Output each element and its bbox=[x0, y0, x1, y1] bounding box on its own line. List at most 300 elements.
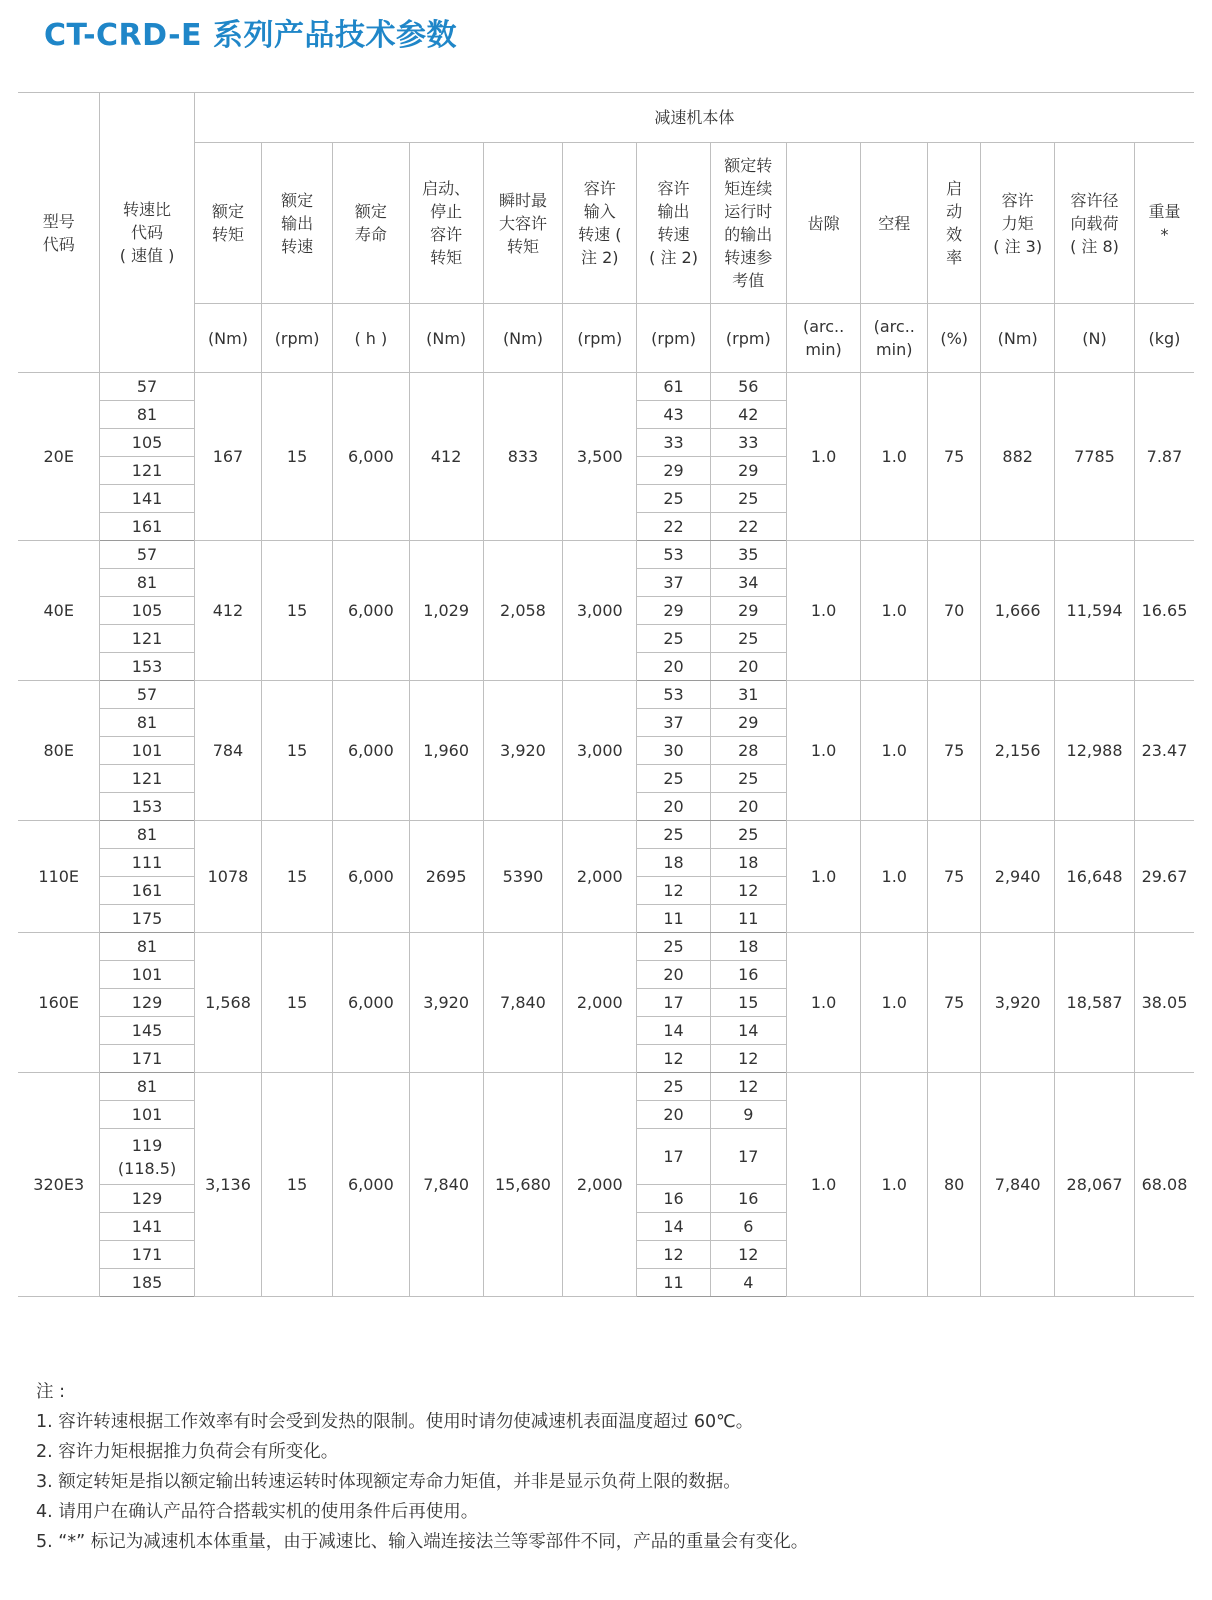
cell-rated-continuous-output: 18 bbox=[710, 933, 786, 961]
header-line: 转速比 bbox=[123, 200, 172, 219]
cell-model: 110E bbox=[18, 821, 100, 933]
header-allowable-input-speed bbox=[563, 143, 637, 304]
cell-ratio-sub: (118.5) bbox=[117, 1158, 177, 1178]
cell-lost-motion: 1.0 bbox=[861, 821, 928, 933]
cell-allowable-output-speed: 37 bbox=[637, 569, 711, 597]
cell-backlash: 1.0 bbox=[786, 1073, 861, 1297]
cell-rated-continuous-output: 28 bbox=[710, 737, 786, 765]
unit-weight bbox=[1134, 304, 1194, 373]
cell-rated-life: 6,000 bbox=[332, 933, 409, 1073]
cell-ratio bbox=[100, 1017, 194, 1045]
table-row bbox=[18, 821, 1194, 849]
cell-lost-motion: 1.0 bbox=[861, 373, 928, 541]
spec-table bbox=[18, 92, 1194, 1297]
cell-allowable-input-speed: 2,000 bbox=[563, 821, 637, 933]
cell-ratio-value: 81 bbox=[136, 573, 158, 592]
cell-lost-motion: 1.0 bbox=[861, 1073, 928, 1297]
header-line: 代码 bbox=[131, 223, 164, 242]
cell-allowable-output-speed: 53 bbox=[637, 541, 711, 569]
cell-ratio-value: 171 bbox=[131, 1049, 163, 1068]
cell-ratio bbox=[100, 961, 194, 989]
cell-ratio bbox=[100, 1101, 194, 1129]
header-line: ( 速值 ) bbox=[119, 246, 175, 265]
cell-rated-continuous-output: 18 bbox=[710, 849, 786, 877]
header-line: 停止 bbox=[430, 202, 463, 221]
header-start-efficiency bbox=[928, 143, 981, 304]
cell-weight: 38.05 bbox=[1134, 933, 1194, 1073]
table-header bbox=[18, 93, 1194, 373]
cell-ratio bbox=[100, 485, 194, 513]
header-rated-torque bbox=[194, 143, 262, 304]
table-row bbox=[18, 933, 1194, 961]
header-line: 额定转 bbox=[724, 156, 773, 175]
cell-rated-continuous-output: 16 bbox=[710, 1185, 786, 1213]
header-line: (%) bbox=[940, 328, 969, 348]
cell-ratio bbox=[100, 709, 194, 737]
cell-allowable-input-speed: 3,000 bbox=[563, 681, 637, 821]
notes-heading: 注 : bbox=[36, 1382, 65, 1402]
cell-ratio bbox=[100, 513, 194, 541]
cell-allowable-input-speed: 3,000 bbox=[563, 541, 637, 681]
unit-backlash bbox=[786, 304, 861, 373]
cell-allowable-radial-load: 16,648 bbox=[1055, 821, 1135, 933]
unit-allowable-moment bbox=[981, 304, 1055, 373]
cell-rated-life: 6,000 bbox=[332, 541, 409, 681]
cell-start-stop-torque: 1,960 bbox=[409, 681, 483, 821]
header-line: 重量 bbox=[1148, 202, 1181, 221]
cell-allowable-output-speed: 17 bbox=[637, 1129, 711, 1185]
cell-ratio bbox=[100, 737, 194, 765]
note-item: 4. 请用户在确认产品符合搭载实机的使用条件后再使用。 bbox=[36, 1502, 479, 1522]
cell-ratio-value: 57 bbox=[136, 685, 158, 704]
header-start-stop-torque bbox=[409, 143, 483, 304]
cell-rated-continuous-output: 22 bbox=[710, 513, 786, 541]
cell-start-efficiency: 75 bbox=[928, 373, 981, 541]
header-line: 额定 bbox=[281, 190, 314, 210]
cell-allowable-output-speed: 16 bbox=[637, 1185, 711, 1213]
cell-allowable-output-speed: 20 bbox=[637, 1101, 711, 1129]
header-line: 启 bbox=[946, 179, 963, 198]
header-line: (arc.. bbox=[802, 317, 845, 336]
cell-backlash: 1.0 bbox=[786, 681, 861, 821]
cell-backlash: 1.0 bbox=[786, 933, 861, 1073]
unit-start-stop-torque bbox=[409, 304, 483, 373]
header-line: 容许径 bbox=[1070, 190, 1119, 210]
cell-ratio-value: 153 bbox=[131, 657, 163, 676]
header-allowable-moment bbox=[981, 143, 1055, 304]
cell-allowable-radial-load: 11,594 bbox=[1055, 541, 1135, 681]
unit-allowable-input-speed bbox=[563, 304, 637, 373]
cell-ratio bbox=[100, 1213, 194, 1241]
cell-start-stop-torque: 2695 bbox=[409, 821, 483, 933]
header-line: 输出 bbox=[281, 213, 314, 233]
header-line: 大容许 bbox=[498, 213, 547, 233]
cell-rated-continuous-output: 20 bbox=[710, 653, 786, 681]
notes bbox=[36, 1377, 808, 1557]
cell-allowable-output-speed: 25 bbox=[637, 933, 711, 961]
cell-momentary-max-torque: 5390 bbox=[483, 821, 563, 933]
cell-ratio bbox=[100, 877, 194, 905]
cell-start-efficiency: 75 bbox=[928, 933, 981, 1073]
cell-backlash: 1.0 bbox=[786, 373, 861, 541]
cell-ratio-value: 121 bbox=[131, 629, 163, 648]
cell-rated-continuous-output: 25 bbox=[710, 821, 786, 849]
cell-rated-continuous-output: 33 bbox=[710, 429, 786, 457]
unit-allowable-output-speed bbox=[637, 304, 711, 373]
cell-allowable-output-speed: 17 bbox=[637, 989, 711, 1017]
cell-rated-output-speed: 15 bbox=[262, 933, 333, 1073]
cell-allowable-radial-load: 18,587 bbox=[1055, 933, 1135, 1073]
header-line: 额定 bbox=[354, 202, 387, 221]
header-rated-life bbox=[332, 143, 409, 304]
header-line: (Nm) bbox=[207, 328, 248, 348]
cell-ratio bbox=[100, 1073, 194, 1101]
cell-rated-life: 6,000 bbox=[332, 821, 409, 933]
cell-allowable-output-speed: 43 bbox=[637, 401, 711, 429]
cell-allowable-output-speed: 25 bbox=[637, 485, 711, 513]
header-line: 转速 bbox=[281, 236, 314, 256]
note-item: 1. 容许转速根据工作效率有时会受到发热的限制。使用时请勿使减速机表面温度超过 60℃。 bbox=[36, 1412, 754, 1432]
header-momentary-max-torque bbox=[483, 143, 563, 304]
cell-ratio bbox=[100, 541, 194, 569]
cell-momentary-max-torque: 7,840 bbox=[483, 933, 563, 1073]
cell-backlash: 1.0 bbox=[786, 541, 861, 681]
header-line: min) bbox=[805, 340, 842, 359]
cell-weight: 68.08 bbox=[1134, 1073, 1194, 1297]
cell-allowable-output-speed: 14 bbox=[637, 1017, 711, 1045]
cell-rated-continuous-output: 25 bbox=[710, 625, 786, 653]
header-line: 瞬时最 bbox=[498, 190, 547, 210]
cell-rated-continuous-output: 31 bbox=[710, 681, 786, 709]
cell-start-stop-torque: 412 bbox=[409, 373, 483, 541]
header-line: 转速参 bbox=[724, 248, 773, 267]
cell-ratio-value: 57 bbox=[136, 377, 158, 396]
cell-ratio bbox=[100, 681, 194, 709]
note-item: 5. “*” 标记为减速机本体重量，由于减速比、输入端连接法兰等零部件不同，产品的重量会有变化。 bbox=[36, 1532, 809, 1552]
table-row bbox=[18, 373, 1194, 401]
cell-ratio bbox=[100, 457, 194, 485]
cell-rated-output-speed: 15 bbox=[262, 681, 333, 821]
cell-ratio-value: 105 bbox=[131, 601, 163, 620]
header-ratio bbox=[100, 93, 194, 373]
cell-allowable-output-speed: 12 bbox=[637, 1045, 711, 1073]
cell-rated-continuous-output: 6 bbox=[710, 1213, 786, 1241]
header-line: 转矩 bbox=[506, 236, 539, 256]
cell-ratio-value: 101 bbox=[131, 741, 163, 760]
cell-model: 40E bbox=[18, 541, 100, 681]
cell-rated-output-speed: 15 bbox=[262, 821, 333, 933]
cell-ratio-value: 141 bbox=[131, 489, 163, 508]
header-line: ( 注 3) bbox=[993, 236, 1043, 256]
cell-allowable-input-speed: 2,000 bbox=[563, 1073, 637, 1297]
cell-allowable-input-speed: 2,000 bbox=[563, 933, 637, 1073]
table-row bbox=[18, 541, 1194, 569]
cell-allowable-moment: 2,156 bbox=[981, 681, 1055, 821]
cell-ratio-value: 119 bbox=[131, 1135, 163, 1155]
header-line: 动 bbox=[946, 202, 963, 221]
cell-ratio-value: 161 bbox=[131, 517, 163, 536]
cell-ratio-value: 81 bbox=[136, 713, 158, 732]
cell-ratio bbox=[100, 625, 194, 653]
cell-rated-continuous-output: 25 bbox=[710, 485, 786, 513]
cell-rated-continuous-output: 12 bbox=[710, 1241, 786, 1269]
header-line: 容许 bbox=[657, 179, 690, 198]
cell-ratio-value: 101 bbox=[131, 1105, 163, 1124]
cell-ratio bbox=[100, 989, 194, 1017]
header-line: 额定 bbox=[211, 202, 244, 221]
cell-rated-torque: 3,136 bbox=[194, 1073, 262, 1297]
cell-ratio-value: 57 bbox=[136, 545, 158, 564]
unit-rated-output-speed bbox=[262, 304, 333, 373]
cell-ratio bbox=[100, 1241, 194, 1269]
cell-model: 160E bbox=[18, 933, 100, 1073]
cell-model: 20E bbox=[18, 373, 100, 541]
cell-ratio bbox=[100, 1045, 194, 1073]
cell-ratio bbox=[100, 429, 194, 457]
table-row bbox=[18, 681, 1194, 709]
cell-rated-continuous-output: 56 bbox=[710, 373, 786, 401]
note-item: 3. 额定转矩是指以额定输出转速运转时体现额定寿命力矩值，并非是显示负荷上限的数据。 bbox=[36, 1472, 741, 1492]
cell-ratio bbox=[100, 765, 194, 793]
cell-momentary-max-torque: 3,920 bbox=[483, 681, 563, 821]
header-backlash bbox=[786, 143, 861, 304]
page-title: CT-CRD-E 系列产品技术参数 bbox=[44, 18, 457, 53]
cell-start-stop-torque: 1,029 bbox=[409, 541, 483, 681]
cell-allowable-output-speed: 25 bbox=[637, 1073, 711, 1101]
cell-allowable-output-speed: 33 bbox=[637, 429, 711, 457]
cell-ratio-value: 81 bbox=[136, 825, 158, 844]
cell-ratio bbox=[100, 597, 194, 625]
cell-allowable-input-speed: 3,500 bbox=[563, 373, 637, 541]
cell-ratio-value: 175 bbox=[131, 909, 163, 928]
header-line: 输入 bbox=[583, 202, 616, 221]
cell-ratio bbox=[100, 1269, 194, 1297]
header-line: (Nm) bbox=[502, 328, 543, 348]
cell-allowable-moment: 7,840 bbox=[981, 1073, 1055, 1297]
header-line: 空程 bbox=[878, 213, 911, 233]
cell-allowable-output-speed: 25 bbox=[637, 765, 711, 793]
cell-momentary-max-torque: 2,058 bbox=[483, 541, 563, 681]
cell-ratio-value: 81 bbox=[136, 405, 158, 424]
cell-allowable-output-speed: 53 bbox=[637, 681, 711, 709]
cell-rated-continuous-output: 35 bbox=[710, 541, 786, 569]
cell-rated-output-speed: 15 bbox=[262, 541, 333, 681]
table-row bbox=[18, 1073, 1194, 1101]
cell-allowable-output-speed: 18 bbox=[637, 849, 711, 877]
unit-rated-life bbox=[332, 304, 409, 373]
header-rated-output-speed bbox=[262, 143, 333, 304]
cell-rated-continuous-output: 29 bbox=[710, 597, 786, 625]
table-body bbox=[18, 373, 1194, 1297]
cell-rated-continuous-output: 12 bbox=[710, 877, 786, 905]
header-line: ( h ) bbox=[354, 328, 388, 348]
cell-allowable-output-speed: 11 bbox=[637, 1269, 711, 1297]
cell-rated-continuous-output: 29 bbox=[710, 457, 786, 485]
header-line: 齿隙 bbox=[807, 213, 840, 233]
cell-ratio-value: 153 bbox=[131, 797, 163, 816]
cell-rated-continuous-output: 42 bbox=[710, 401, 786, 429]
cell-model: 80E bbox=[18, 681, 100, 821]
cell-rated-life: 6,000 bbox=[332, 1073, 409, 1297]
cell-rated-continuous-output: 25 bbox=[710, 765, 786, 793]
header-group: 减速机本体 bbox=[194, 93, 1194, 143]
header-line: 型号 bbox=[42, 211, 75, 231]
cell-start-stop-torque: 7,840 bbox=[409, 1073, 483, 1297]
header-line: 容许 bbox=[430, 225, 463, 244]
cell-rated-output-speed: 15 bbox=[262, 1073, 333, 1297]
cell-ratio bbox=[100, 373, 194, 401]
unit-rated-continuous-output bbox=[710, 304, 786, 373]
cell-allowable-output-speed: 61 bbox=[637, 373, 711, 401]
cell-ratio-value: 111 bbox=[131, 853, 163, 872]
cell-ratio-value: 185 bbox=[131, 1273, 163, 1292]
header-line: min) bbox=[876, 340, 913, 359]
cell-rated-continuous-output: 17 bbox=[710, 1129, 786, 1185]
cell-ratio-value: 81 bbox=[136, 1077, 158, 1096]
header-line: 容许 bbox=[583, 179, 616, 198]
header-line: 容许 bbox=[1001, 190, 1034, 210]
cell-backlash: 1.0 bbox=[786, 821, 861, 933]
cell-ratio-value: 101 bbox=[131, 965, 163, 984]
cell-rated-continuous-output: 16 bbox=[710, 961, 786, 989]
cell-ratio bbox=[100, 933, 194, 961]
cell-allowable-output-speed: 12 bbox=[637, 1241, 711, 1269]
cell-ratio bbox=[100, 1129, 194, 1185]
header-line: ( 注 8) bbox=[1070, 236, 1119, 256]
cell-rated-continuous-output: 4 bbox=[710, 1269, 786, 1297]
header-line: (rpm) bbox=[725, 328, 771, 348]
header-model bbox=[18, 93, 100, 373]
cell-allowable-output-speed: 22 bbox=[637, 513, 711, 541]
note-item: 2. 容许力矩根据推力负荷会有所变化。 bbox=[36, 1442, 339, 1462]
header-line: 力矩 bbox=[1001, 213, 1034, 233]
cell-rated-torque: 784 bbox=[194, 681, 262, 821]
cell-rated-continuous-output: 12 bbox=[710, 1045, 786, 1073]
cell-ratio-value: 145 bbox=[131, 1021, 163, 1040]
cell-momentary-max-torque: 15,680 bbox=[483, 1073, 563, 1297]
cell-allowable-output-speed: 20 bbox=[637, 653, 711, 681]
cell-rated-torque: 412 bbox=[194, 541, 262, 681]
cell-allowable-radial-load: 7785 bbox=[1055, 373, 1135, 541]
header-line: (N) bbox=[1082, 328, 1107, 348]
cell-allowable-output-speed: 29 bbox=[637, 597, 711, 625]
cell-weight: 7.87 bbox=[1134, 373, 1194, 541]
cell-rated-torque: 167 bbox=[194, 373, 262, 541]
cell-ratio-value: 81 bbox=[136, 937, 158, 956]
header-allowable-radial-load bbox=[1055, 143, 1135, 304]
cell-start-efficiency: 80 bbox=[928, 1073, 981, 1297]
header-lost-motion bbox=[861, 143, 928, 304]
header-line: 转矩 bbox=[430, 248, 463, 267]
cell-rated-output-speed: 15 bbox=[262, 373, 333, 541]
unit-rated-torque bbox=[194, 304, 262, 373]
header-line: 注 2) bbox=[581, 248, 619, 267]
cell-ratio-value: 161 bbox=[131, 881, 163, 900]
cell-rated-continuous-output: 11 bbox=[710, 905, 786, 933]
cell-allowable-radial-load: 12,988 bbox=[1055, 681, 1135, 821]
unit-start-efficiency bbox=[928, 304, 981, 373]
cell-ratio bbox=[100, 905, 194, 933]
cell-start-efficiency: 75 bbox=[928, 821, 981, 933]
header-line: ( 注 2) bbox=[649, 248, 698, 267]
cell-ratio bbox=[100, 569, 194, 597]
cell-allowable-moment: 882 bbox=[981, 373, 1055, 541]
header-line: * bbox=[1160, 225, 1169, 244]
header-line: (rpm) bbox=[651, 328, 696, 348]
header-weight bbox=[1134, 143, 1194, 304]
cell-ratio bbox=[100, 821, 194, 849]
unit-momentary-max-torque bbox=[483, 304, 563, 373]
cell-allowable-output-speed: 25 bbox=[637, 821, 711, 849]
header-line: 效 bbox=[946, 225, 963, 244]
cell-ratio bbox=[100, 653, 194, 681]
cell-allowable-output-speed: 25 bbox=[637, 625, 711, 653]
cell-ratio-value: 105 bbox=[131, 433, 163, 452]
cell-lost-motion: 1.0 bbox=[861, 681, 928, 821]
cell-ratio-value: 171 bbox=[131, 1245, 163, 1264]
cell-weight: 23.47 bbox=[1134, 681, 1194, 821]
cell-start-efficiency: 70 bbox=[928, 541, 981, 681]
cell-ratio bbox=[100, 849, 194, 877]
cell-allowable-moment: 1,666 bbox=[981, 541, 1055, 681]
cell-rated-continuous-output: 20 bbox=[710, 793, 786, 821]
cell-allowable-output-speed: 14 bbox=[637, 1213, 711, 1241]
header-line: 寿命 bbox=[354, 225, 387, 244]
header-line: (arc.. bbox=[873, 317, 915, 336]
cell-rated-continuous-output: 9 bbox=[710, 1101, 786, 1129]
cell-rated-continuous-output: 14 bbox=[710, 1017, 786, 1045]
cell-allowable-output-speed: 37 bbox=[637, 709, 711, 737]
cell-start-efficiency: 75 bbox=[928, 681, 981, 821]
cell-rated-continuous-output: 34 bbox=[710, 569, 786, 597]
header-line: 转速 ( bbox=[578, 225, 622, 244]
header-line: (kg) bbox=[1148, 328, 1181, 348]
header-rated-continuous-output bbox=[710, 143, 786, 304]
cell-allowable-output-speed: 30 bbox=[637, 737, 711, 765]
cell-rated-torque: 1078 bbox=[194, 821, 262, 933]
cell-ratio bbox=[100, 401, 194, 429]
cell-rated-life: 6,000 bbox=[332, 373, 409, 541]
cell-allowable-moment: 2,940 bbox=[981, 821, 1055, 933]
cell-allowable-radial-load: 28,067 bbox=[1055, 1073, 1135, 1297]
cell-model: 320E3 bbox=[18, 1073, 100, 1297]
unit-lost-motion bbox=[861, 304, 928, 373]
cell-allowable-moment: 3,920 bbox=[981, 933, 1055, 1073]
header-line: 的输出 bbox=[724, 225, 773, 244]
header-line: 转矩 bbox=[211, 225, 244, 244]
header-line: 矩连续 bbox=[724, 179, 773, 198]
cell-rated-life: 6,000 bbox=[332, 681, 409, 821]
cell-rated-torque: 1,568 bbox=[194, 933, 262, 1073]
cell-ratio-value: 121 bbox=[131, 461, 163, 480]
header-allowable-output-speed bbox=[637, 143, 711, 304]
cell-ratio bbox=[100, 1185, 194, 1213]
header-line: 转速 bbox=[657, 225, 690, 244]
cell-weight: 16.65 bbox=[1134, 541, 1194, 681]
header-line: 率 bbox=[946, 248, 963, 267]
header-line: 考值 bbox=[732, 271, 765, 290]
cell-lost-motion: 1.0 bbox=[861, 541, 928, 681]
cell-lost-motion: 1.0 bbox=[861, 933, 928, 1073]
header-line: (Nm) bbox=[997, 328, 1038, 348]
cell-rated-continuous-output: 12 bbox=[710, 1073, 786, 1101]
cell-ratio-value: 129 bbox=[131, 993, 163, 1012]
header-line: 运行时 bbox=[724, 202, 773, 221]
header-line: (Nm) bbox=[426, 328, 467, 348]
header-line: 启动、 bbox=[422, 179, 471, 198]
cell-ratio-value: 141 bbox=[131, 1217, 163, 1236]
header-line: 代码 bbox=[42, 234, 75, 254]
